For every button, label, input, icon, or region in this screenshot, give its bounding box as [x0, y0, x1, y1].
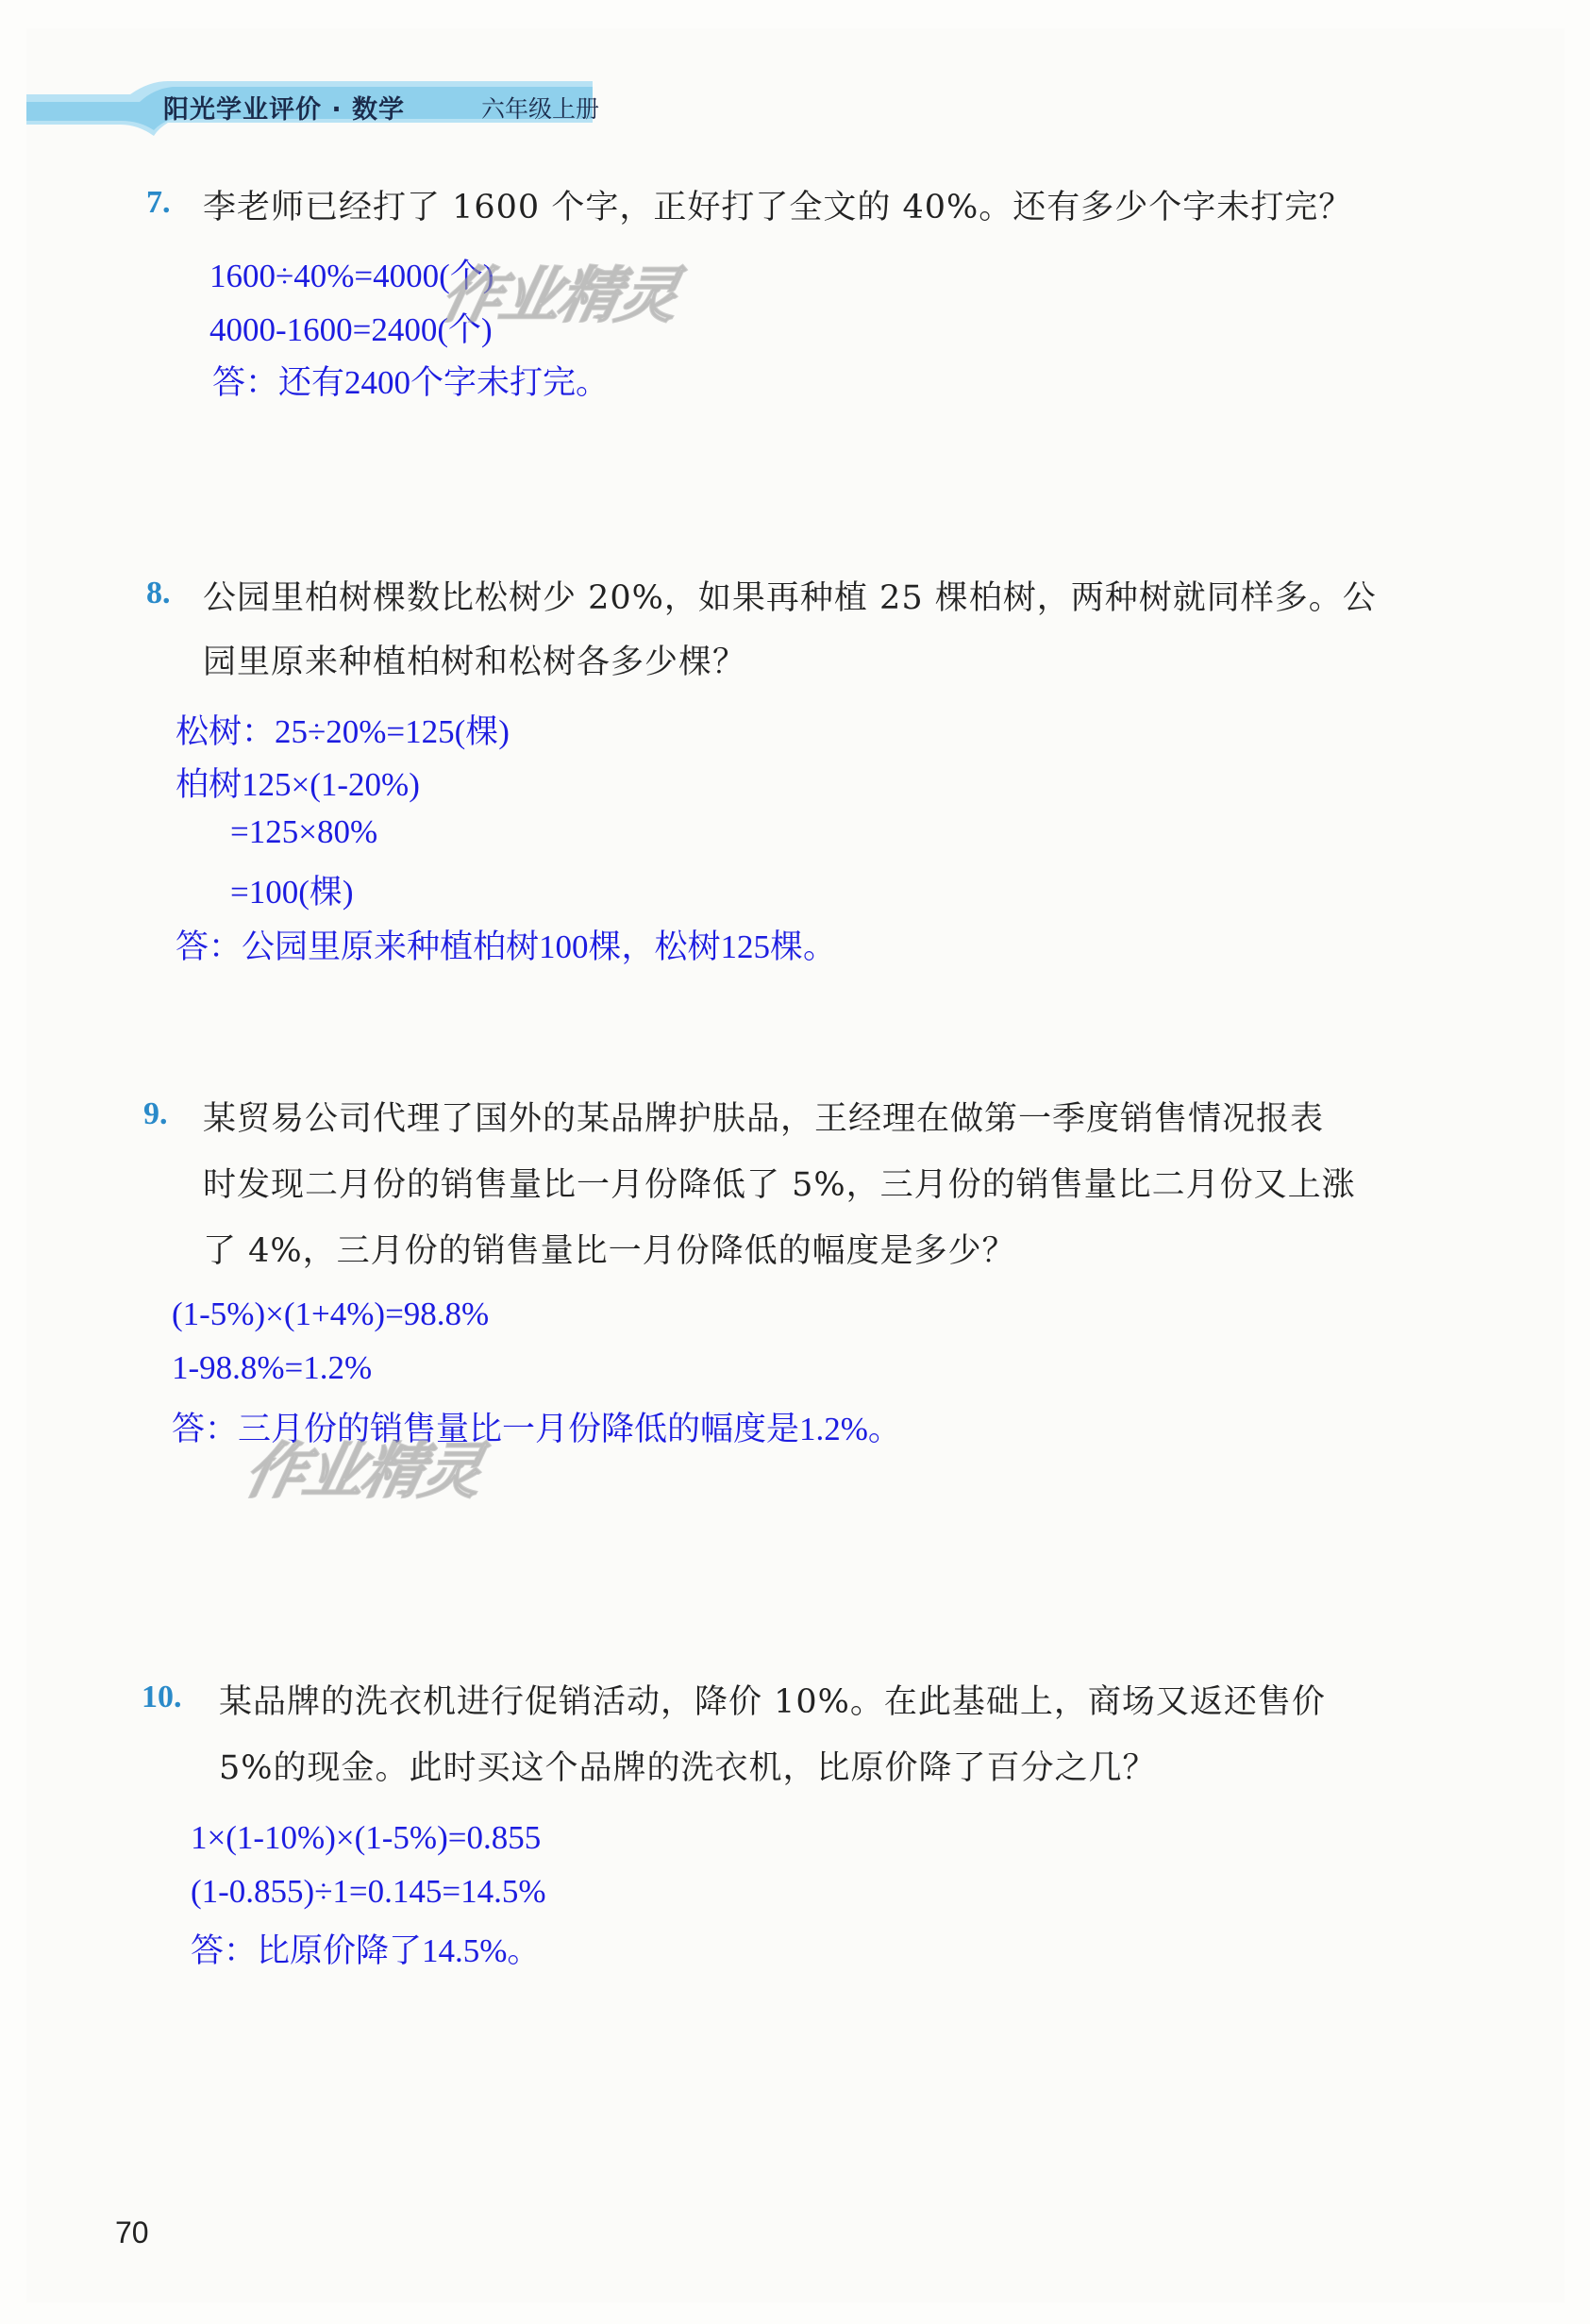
- question-text: 李老师已经打了 1600 个字，正好打了全文的 40%。还有多少个字未打完？: [203, 189, 1353, 226]
- answer-line: 答：还有2400个字未打完。: [212, 364, 610, 401]
- answer-line: =100(棵): [230, 874, 354, 911]
- question-text: 了 4%，三月份的销售量比一月份降低的幅度是多少？: [203, 1232, 1016, 1270]
- header-ribbon: [26, 81, 630, 136]
- question-number: 8.: [146, 576, 171, 610]
- grade-label: 六年级上册: [481, 95, 600, 123]
- answer-line: (1-0.855)÷1=0.145=14.5%: [191, 1873, 546, 1910]
- question-number: 10.: [142, 1680, 182, 1714]
- answer-line: =125×80%: [230, 813, 378, 850]
- question-text: 5%的现金。此时买这个品牌的洗衣机，比原价降了百分之几？: [219, 1749, 1157, 1787]
- question-number: 9.: [143, 1096, 168, 1131]
- watermark: 作业精灵: [238, 1437, 488, 1507]
- question-text: 园里原来种植柏树和松树各多少棵？: [203, 644, 747, 681]
- question-text: 时发现二月份的销售量比一月份降低了 5%，三月份的销售量比二月份又上涨: [203, 1166, 1356, 1204]
- answer-line: 1-98.8%=1.2%: [172, 1349, 373, 1386]
- question-number: 7.: [146, 185, 171, 220]
- answer-line: 答：比原价降了14.5%。: [191, 1932, 541, 1969]
- series-title: 阳光学业评价 · 数学: [163, 95, 406, 125]
- page-number: 70: [115, 2215, 149, 2249]
- answer-line: 答：公园里原来种植柏树100棵，松树125棵。: [176, 928, 837, 965]
- question-text: 公园里柏树棵数比松树少 20%，如果再种植 25 棵柏树，两种树就同样多。公: [203, 579, 1377, 617]
- watermark: 作业精灵: [434, 261, 684, 331]
- answer-line: (1-5%)×(1+4%)=98.8%: [172, 1296, 490, 1332]
- answer-line: 1600÷40%=4000(个): [209, 258, 494, 294]
- answer-line: 答：三月份的销售量比一月份降低的幅度是1.2%。: [172, 1411, 901, 1447]
- answer-line: 柏树125×(1-20%): [176, 766, 420, 803]
- answer-line: 松树：25÷20%=125(棵): [176, 713, 510, 750]
- question-text: 某贸易公司代理了国外的某品牌护肤品，王经理在做第一季度销售情况报表: [203, 1100, 1325, 1138]
- question-text: 某品牌的洗衣机进行促销活动，降价 10%。在此基础上，商场又返还售价: [219, 1683, 1326, 1721]
- answer-line: 4000-1600=2400(个): [209, 311, 493, 348]
- answer-line: 1×(1-10%)×(1-5%)=0.855: [191, 1819, 542, 1856]
